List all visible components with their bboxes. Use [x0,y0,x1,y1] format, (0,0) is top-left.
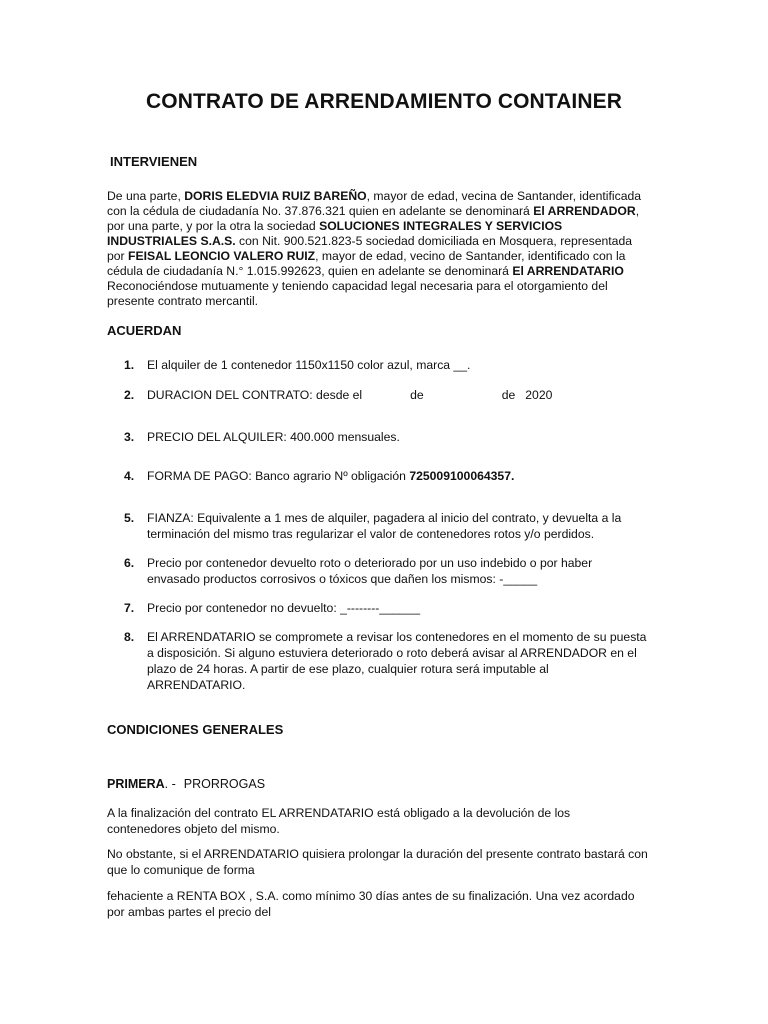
list-number: 3. [124,430,135,444]
text-run: de [410,388,424,402]
section-heading-intervienen: INTERVIENEN [110,154,198,169]
list-text: El alquiler de 1 contenedor 1150x1150 color azul, marca __. [147,358,471,372]
list-number: 1. [124,358,135,372]
bold-run: 725009100064357. [409,469,515,483]
text-run: FORMA DE PAGO: Banco agrario Nº obligación [147,469,410,483]
list-text [147,387,647,403]
bold-run: FEISAL LEONCIO VALERO RUIZ [128,249,316,263]
clause-paragraph: A la finalización del contrato EL ARRENDATARIO está obligado a la devolución de los contenedores objeto del mismo. [107,806,571,836]
text-run: de [501,388,516,402]
clause-separator: . - [164,777,176,791]
text-run: De una parte, [107,189,185,203]
clause-label: PRIMERA [107,777,165,791]
list-text: FIANZA: Equivalente a 1 mes de alquiler, pagadera al inicio del contrato, y devuelta a la terminación del mismo tras regularizar el valor de contenedores rotos y/o perdidos. [147,511,622,541]
list-text [147,468,647,484]
list-number: 7. [124,601,135,615]
list-number: 2. [124,388,135,402]
bold-run: SOLUCIONES INTEGRALES Y SERVICIOS INDUSTRIALES S.A.S. [107,219,563,248]
intervienen-paragraph [107,189,647,309]
list-text: El ARRENDATARIO se compromete a revisar los contenedores en el momento de su puesta a disposición. Si alguno estuviera deteriorado o roto deberá avisar al ARRENDADOR en el plazo de 24 horas. A partir de ese plazo, cualquier rotura será imputable al ARRENDATARIO. [147,630,647,692]
list-number: 6. [124,556,135,570]
clause-paragraph: No obstante, si el ARRENDATARIO quisiera prolongar la duración del presente contrato bastará con que lo comunique de forma [107,847,648,877]
bold-run: DORIS ELEDVIA RUIZ BAREÑO [184,189,367,203]
clause-heading [107,777,647,792]
text-run: , por una parte, y por la otra la sociedad [107,204,640,233]
text-run: , mayor de edad, vecina de Santander, identificada con la cédula de ciudadanía No. 37.876.321 quien en adelante se denominará [107,189,642,218]
bold-run: El ARRENDATARIO [512,264,624,278]
bold-run: El ARRENDADOR [533,204,636,218]
text-run: DURACION DEL CONTRATO: desde el [147,388,363,402]
list-text: PRECIO DEL ALQUILER: 400.000 mensuales. [147,430,400,444]
list-number: 8. [124,630,135,644]
clause-title: PRORROGAS [183,777,266,791]
section-heading-condiciones: CONDICIONES GENERALES [107,722,284,737]
list-text: Precio por contenedor devuelto roto o deteriorado por un uso indebido o por haber envasado productos corrosivos o tóxicos que dañen los mismos: -_____ [147,556,593,586]
text-run: 2020 [525,388,553,402]
list-number: 4. [124,469,135,483]
text-run: Reconociéndose mutuamente y teniendo capacidad legal necesaria para el otorgamiento del presente contrato mercantil. [107,279,608,308]
text-run: , mayor de edad, vecino de Santander, identificado con la cédula de ciudadanía N.° 1.015.992623, quien en adelante se denominará [107,249,626,278]
clause-paragraph: fehaciente a RENTA BOX , S.A. como mínimo 30 días antes de su finalización. Una vez acordado por ambas partes el precio del [107,889,635,919]
document-title: CONTRATO DE ARRENDAMIENTO CONTAINER [146,90,622,113]
list-text: Precio por contenedor no devuelto: _--------______ [147,601,421,615]
list-number: 5. [124,511,135,525]
text-run: con Nit. 900.521.823-5 sociedad domiciliada en Mosquera, representada por [107,234,633,263]
section-heading-acuerdan: ACUERDAN [107,323,182,338]
